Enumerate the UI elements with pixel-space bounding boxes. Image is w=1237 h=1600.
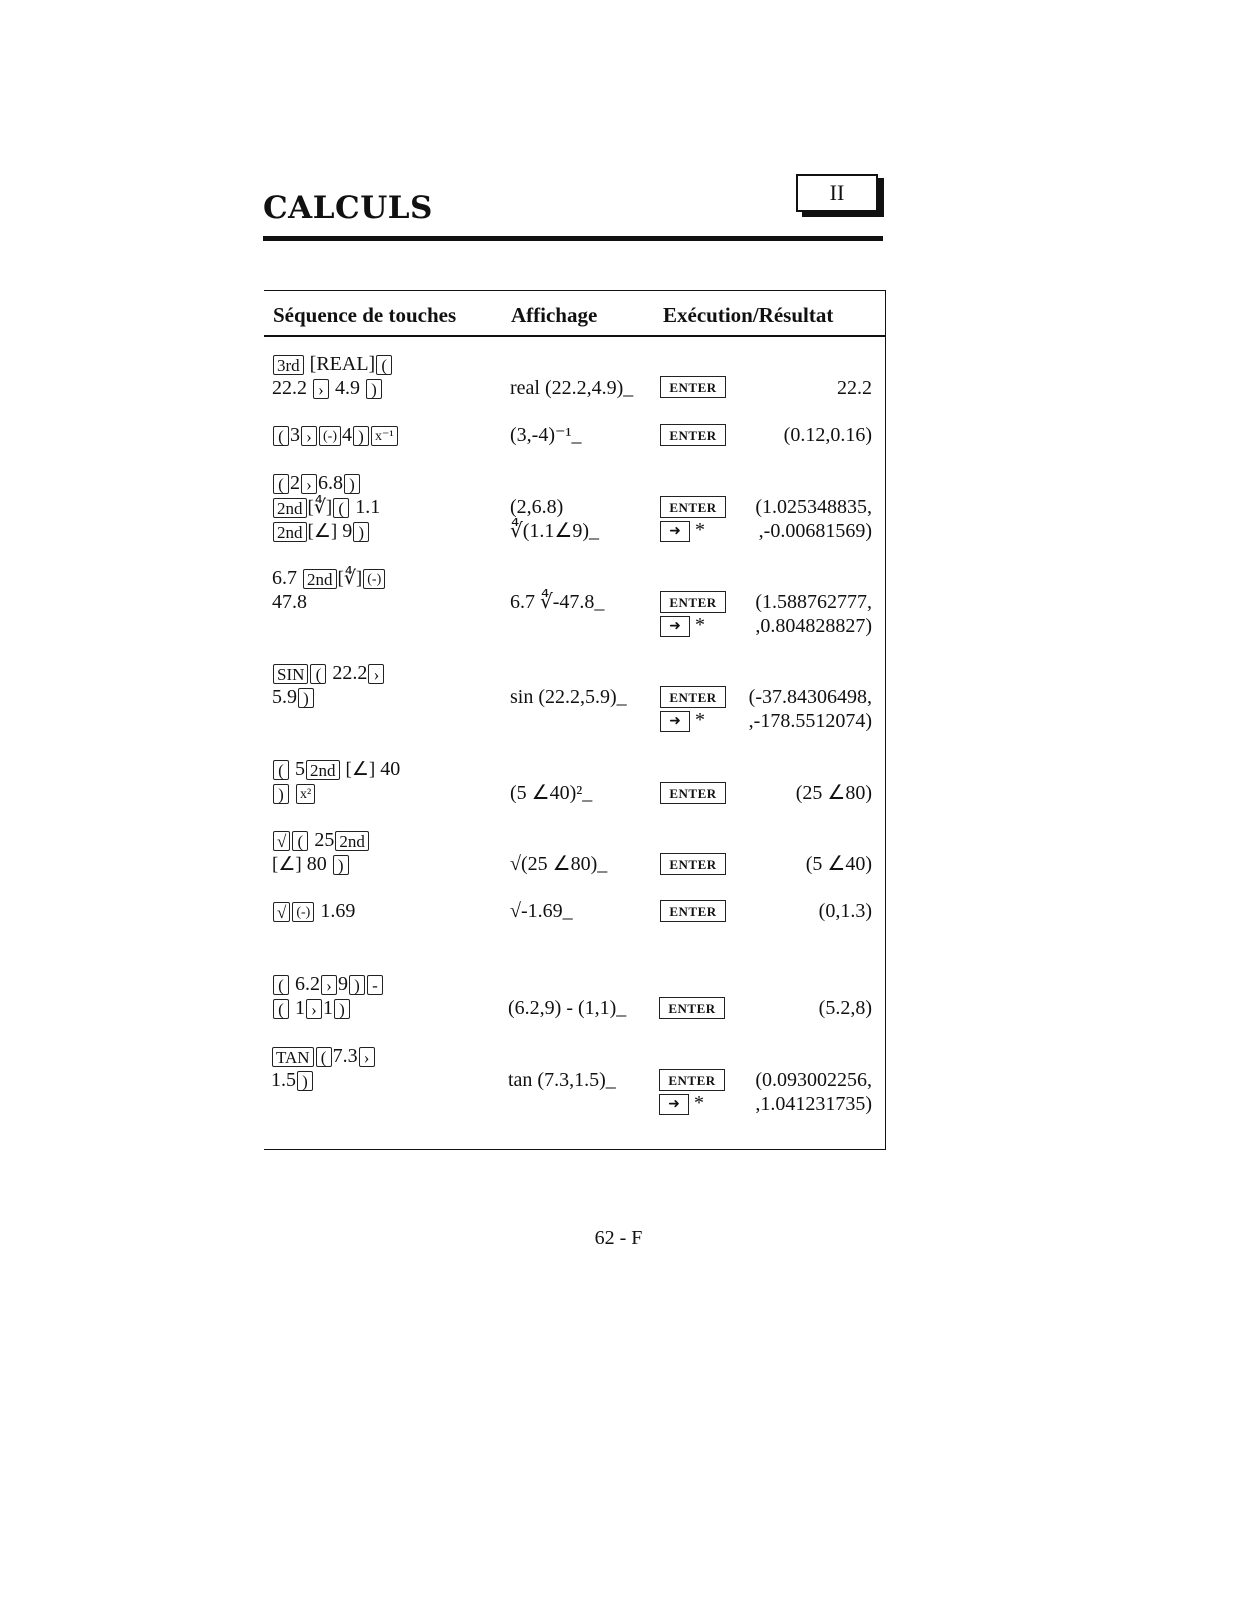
key-num: 22.2	[332, 662, 368, 684]
key-lparen: (	[273, 426, 289, 446]
result-line: ,-0.00681569)	[758, 520, 872, 542]
key-lparen: (	[376, 355, 392, 375]
keyseq-row-8	[272, 899, 355, 923]
key-lparen: (	[273, 760, 289, 780]
enter-key-row-2	[660, 422, 726, 446]
key-num: 6.8	[318, 472, 343, 494]
key-comma: ›	[313, 379, 329, 399]
key-num: 6.2	[295, 973, 320, 995]
key-comma: ›	[321, 975, 337, 995]
key-sin: SIN	[273, 664, 308, 684]
display-line: sin (22.2,5.9)_	[510, 686, 627, 708]
key-negative: (-)	[319, 426, 341, 446]
key-num: 22.2	[272, 377, 307, 399]
col-header-result: Exécution/Résultat	[663, 303, 834, 327]
display-row-6	[510, 781, 592, 805]
enter-key-row-4	[660, 589, 726, 637]
display-row-3	[510, 495, 599, 543]
display-row-1	[510, 376, 633, 400]
arrow-key-icon: ➜	[660, 521, 690, 542]
key-rparen: )	[344, 474, 360, 494]
keyseq-row-9	[272, 972, 384, 1020]
key-num: 5.9	[272, 686, 297, 708]
key-minus: -	[367, 975, 383, 995]
keyseq-row-6	[272, 757, 400, 805]
key-comma: ›	[359, 1047, 375, 1067]
key-num: 1.69	[320, 900, 356, 922]
result-line: ,1.041231735)	[755, 1093, 872, 1115]
star-mark: *	[695, 519, 705, 541]
keyseq-row-7	[272, 828, 370, 876]
result-row-4	[740, 590, 872, 638]
enter-key-row-5	[660, 684, 726, 732]
enter-key: ENTER	[660, 686, 726, 708]
key-lparen: (	[273, 975, 289, 995]
key-2nd: 2nd	[273, 498, 307, 518]
display-line: 6.7 ∜-47.8_	[510, 591, 605, 613]
key-num: 1.1	[355, 496, 381, 518]
key-sqrt: √	[273, 831, 290, 851]
display-line: (6.2,9) - (1,1)_	[508, 997, 627, 1019]
display-line: (3,-4)⁻¹_	[510, 424, 582, 446]
keyseq-row-5	[272, 661, 385, 709]
enter-key: ENTER	[660, 853, 726, 875]
arrow-key-icon: ➜	[660, 711, 690, 732]
star-mark: *	[694, 1092, 704, 1114]
result-line: (-37.84306498,	[748, 686, 872, 708]
key-xroot-label: [∜]	[307, 497, 333, 518]
key-rparen: )	[334, 999, 350, 1019]
title-rule	[263, 236, 883, 241]
chapter-tab	[796, 174, 888, 222]
display-line: (2,6.8)	[510, 496, 564, 518]
key-3rd: 3rd	[273, 355, 304, 375]
key-2nd: 2nd	[273, 522, 307, 542]
display-row-5	[510, 685, 627, 709]
key-num: 9	[338, 973, 348, 995]
result-line: (0.12,0.16)	[783, 424, 872, 446]
result-line: (1.025348835,	[755, 496, 872, 518]
key-lparen: (	[292, 831, 308, 851]
key-negative: (-)	[363, 569, 385, 589]
key-num: 4	[342, 424, 352, 446]
enter-key: ENTER	[659, 1069, 725, 1091]
key-num: 4.9	[335, 377, 360, 399]
key-num: 25	[314, 829, 335, 851]
enter-key: ENTER	[660, 424, 726, 446]
result-row-1	[740, 376, 872, 400]
keyseq-row-4	[272, 566, 386, 614]
keyseq-row-10	[271, 1044, 376, 1092]
display-row-4	[510, 590, 604, 614]
enter-key-row-1	[660, 374, 726, 398]
key-num: 1.5	[271, 1069, 296, 1091]
keyseq-row-2	[272, 423, 399, 447]
display-row-9	[508, 996, 626, 1020]
key-comma: ›	[306, 999, 322, 1019]
enter-key: ENTER	[660, 591, 726, 613]
key-num: 3	[290, 424, 300, 446]
result-line: (0.093002256,	[755, 1069, 872, 1091]
display-line: real (22.2,4.9)_	[510, 377, 634, 399]
key-comma: ›	[301, 426, 317, 446]
result-line: (1.588762777,	[755, 591, 872, 613]
keyseq-row-1	[272, 352, 393, 400]
key-rparen: )	[333, 855, 349, 875]
star-mark: *	[695, 709, 705, 731]
key-rparen: )	[297, 1071, 313, 1091]
key-rparen: )	[366, 379, 382, 399]
display-line: (5 ∠40)²_	[510, 782, 593, 804]
result-line: ,0.804828827)	[755, 615, 872, 637]
key-angle-label: [∠]	[307, 521, 338, 542]
page-title: CALCULS	[263, 190, 433, 226]
enter-key: ENTER	[659, 997, 725, 1019]
result-row-9	[740, 996, 872, 1020]
enter-key-row-8	[660, 898, 726, 922]
result-line: (5.2,8)	[818, 997, 872, 1019]
chapter-number: II	[796, 174, 878, 212]
result-line: (0,1.3)	[818, 900, 872, 922]
result-row-8	[740, 899, 872, 923]
key-sqrt: √	[273, 902, 290, 922]
key-lparen: (	[310, 664, 326, 684]
keyseq-row-3	[272, 471, 380, 543]
key-rparen: )	[298, 688, 314, 708]
key-num: 6.7	[272, 567, 297, 589]
key-real-label: [REAL]	[309, 353, 376, 375]
key-num: 40	[380, 758, 401, 780]
key-num: 5	[295, 758, 305, 780]
key-comma: ›	[301, 474, 317, 494]
result-row-2	[740, 423, 872, 447]
key-angle-label: [∠]	[272, 854, 302, 875]
result-row-5	[730, 685, 872, 733]
result-line: 22.2	[837, 377, 872, 399]
key-rparen: )	[349, 975, 365, 995]
display-row-10	[508, 1068, 616, 1092]
display-row-7	[510, 852, 607, 876]
arrow-key-icon: ➜	[660, 616, 690, 637]
key-num: 7.3	[332, 1045, 358, 1067]
enter-key: ENTER	[660, 782, 726, 804]
col-header-display: Affichage	[511, 303, 598, 327]
key-xroot-label: [∜]	[337, 568, 363, 589]
key-comma: ›	[368, 664, 384, 684]
result-row-3	[740, 495, 872, 543]
key-rparen: )	[273, 784, 289, 804]
key-x-inverse: x⁻¹	[371, 426, 398, 446]
key-x-squared: x²	[296, 784, 315, 804]
enter-key: ENTER	[660, 376, 726, 398]
display-row-8	[510, 899, 573, 923]
key-lparen: (	[273, 474, 289, 494]
result-row-7	[740, 852, 872, 876]
enter-key-row-3	[660, 494, 726, 542]
key-angle-label: [∠]	[345, 759, 376, 780]
enter-key-row-7	[660, 851, 726, 875]
key-num: 2	[290, 472, 300, 494]
result-row-10	[730, 1068, 872, 1116]
key-rparen: )	[353, 522, 369, 542]
key-num: 9	[342, 520, 353, 542]
key-num: 47.8	[272, 591, 307, 613]
key-2nd: 2nd	[306, 760, 340, 780]
header-rule	[264, 335, 886, 337]
display-line: √-1.69_	[510, 900, 573, 922]
key-num: 1	[295, 997, 305, 1019]
star-mark: *	[695, 614, 705, 636]
display-line: tan (7.3,1.5)_	[508, 1069, 616, 1091]
key-2nd: 2nd	[303, 569, 337, 589]
result-line: (5 ∠40)	[805, 853, 872, 875]
result-row-6	[740, 781, 872, 805]
display-row-2	[510, 423, 582, 447]
display-line: √(25 ∠80)_	[510, 853, 608, 875]
enter-key: ENTER	[660, 900, 726, 922]
key-tan: TAN	[272, 1047, 314, 1067]
page-number: 62 - F	[594, 1227, 643, 1249]
key-num: 80	[306, 853, 327, 875]
key-lparen: (	[333, 498, 349, 518]
display-line: ∜(1.1∠9)_	[510, 520, 599, 542]
key-num: 1	[323, 997, 333, 1019]
enter-key: ENTER	[660, 496, 726, 518]
enter-key-row-6	[660, 780, 726, 804]
enter-key-row-9	[659, 995, 725, 1019]
col-header-keys: Séquence de touches	[273, 303, 457, 327]
key-negative: (-)	[292, 902, 314, 922]
key-2nd: 2nd	[335, 831, 369, 851]
tab-shadow	[878, 178, 884, 217]
arrow-key-icon: ➜	[659, 1094, 689, 1115]
key-lparen: (	[273, 999, 289, 1019]
result-line: (25 ∠80)	[795, 782, 872, 804]
enter-key-row-10	[659, 1067, 725, 1115]
key-rparen: )	[353, 426, 369, 446]
result-line: ,-178.5512074)	[748, 710, 872, 732]
key-lparen: (	[316, 1047, 332, 1067]
